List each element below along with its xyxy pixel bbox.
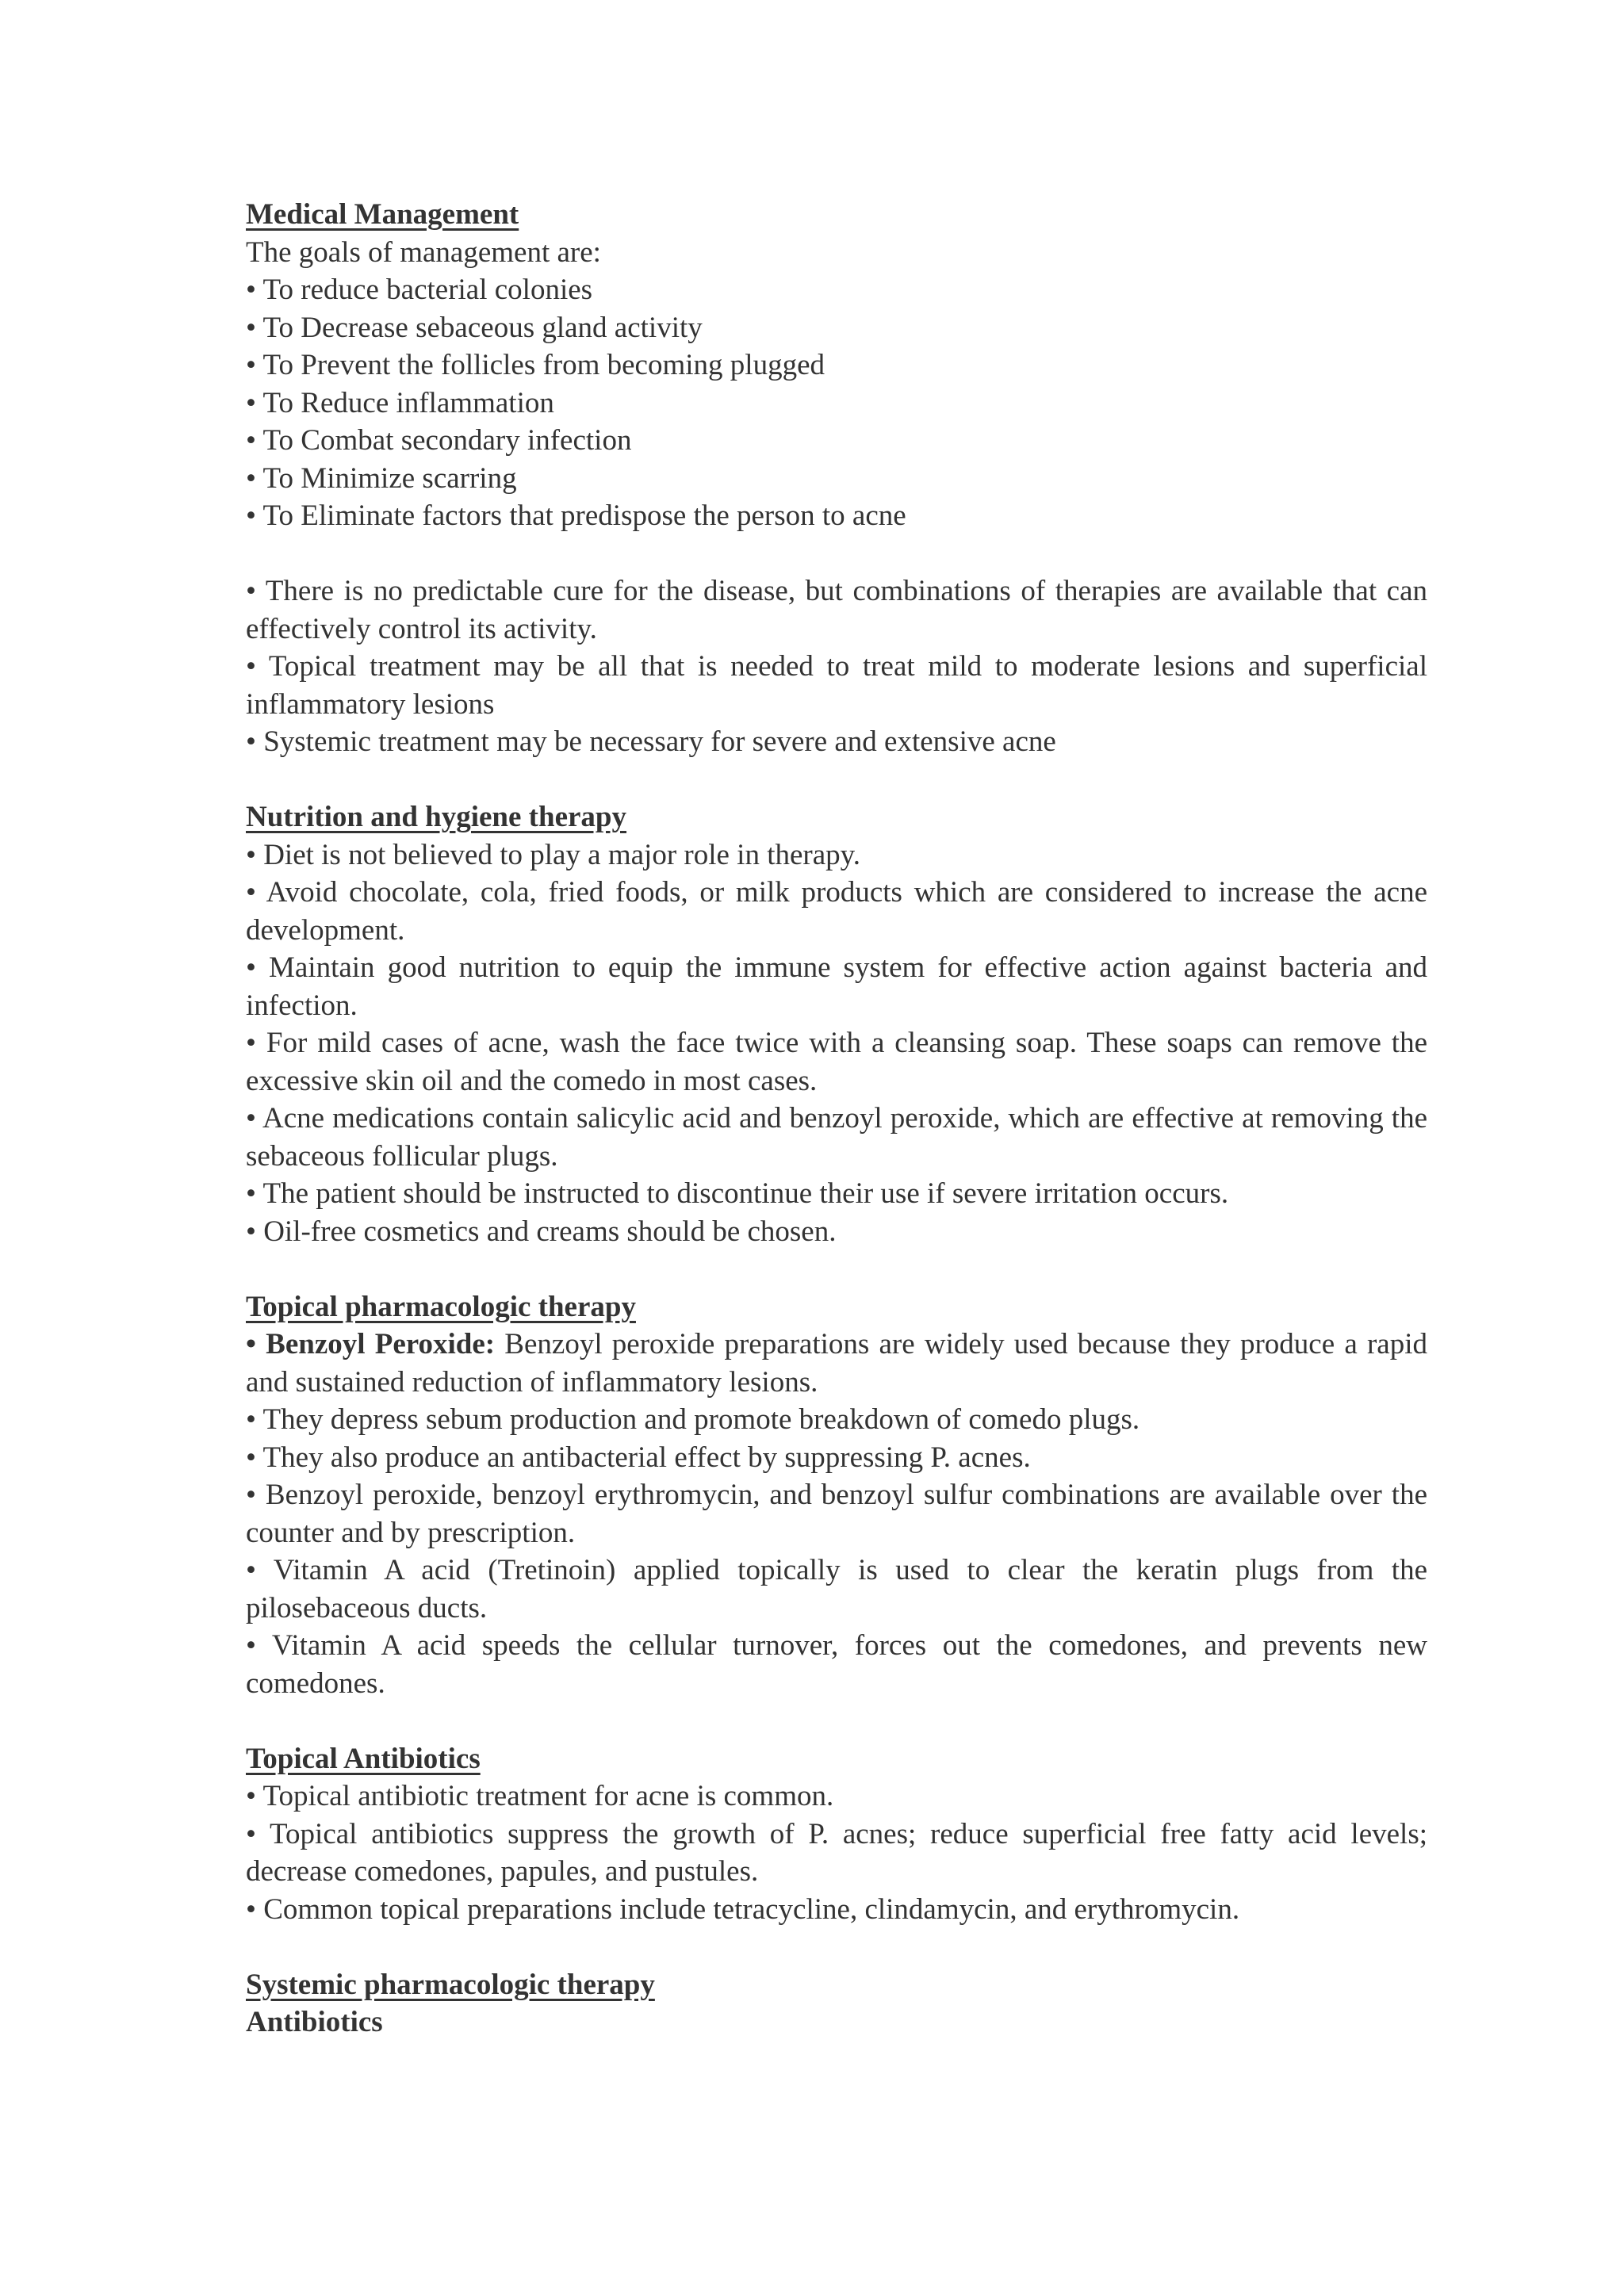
benzoyl-peroxide-label: • Benzoyl Peroxide: bbox=[246, 1328, 496, 1360]
list-item: • Vitamin A acid (Tretinoin) applied topically is used to clear the keratin plugs from the pilosebaceous ducts. bbox=[246, 1554, 1427, 1624]
nutrition-hygiene-section bbox=[246, 798, 1427, 1250]
note-item: • Topical treatment may be all that is needed to treat mild to moderate lesions and superficial inflammatory lesions bbox=[246, 650, 1427, 721]
goal-item: • To Reduce inflammation bbox=[246, 386, 554, 419]
list-item: • For mild cases of acne, wash the face twice with a cleansing soap. These soaps can remove the excessive skin oil and the comedo in most cases. bbox=[246, 1027, 1427, 1097]
spacer bbox=[246, 1928, 1427, 1966]
goal-item: • To Prevent the follicles from becoming plugged bbox=[246, 349, 825, 381]
subheading: Antibiotics bbox=[246, 2006, 383, 2038]
list-item: • They depress sebum production and promote breakdown of comedo plugs. bbox=[246, 1403, 1140, 1436]
medical-management-section bbox=[246, 196, 1427, 761]
goal-item: • To Decrease sebaceous gland activity bbox=[246, 311, 703, 344]
list-item: • Topical antibiotics suppress the growth of P. acnes; reduce superficial free fatty acid levels; decrease comedones, papules, and pustules. bbox=[246, 1817, 1427, 1888]
list-item: • Diet is not believed to play a major role in therapy. bbox=[246, 838, 860, 871]
spacer bbox=[246, 761, 1427, 799]
goal-item: • To reduce bacterial colonies bbox=[246, 274, 593, 306]
systemic-pharmacologic-section bbox=[246, 1966, 1427, 2042]
list-item: • Benzoyl peroxide, benzoyl erythromycin, and benzoyl sulfur combinations are available over the counter and by prescription. bbox=[246, 1479, 1427, 1549]
section-heading: Nutrition and hygiene therapy bbox=[246, 801, 627, 833]
topical-antibiotics-section bbox=[246, 1740, 1427, 1929]
list-item: • The patient should be instructed to discontinue their use if severe irritation occurs. bbox=[246, 1177, 1229, 1210]
list-item: • Vitamin A acid speeds the cellular turnover, forces out the comedones, and prevents new comedones. bbox=[246, 1629, 1427, 1700]
goals-intro: The goals of management are: bbox=[246, 235, 601, 269]
spacer bbox=[246, 1702, 1427, 1740]
goal-item: • To Eliminate factors that predispose the person to acne bbox=[246, 499, 906, 532]
note-item: • Systemic treatment may be necessary for severe and extensive acne bbox=[246, 725, 1056, 758]
goal-item: • To Minimize scarring bbox=[246, 461, 517, 495]
section-heading: Systemic pharmacologic therapy bbox=[246, 1968, 655, 2001]
benzoyl-peroxide-item bbox=[246, 1326, 1427, 1401]
list-item: • Maintain good nutrition to equip the immune system for effective action against bacteria and infection. bbox=[246, 951, 1427, 1022]
topical-pharmacologic-section bbox=[246, 1288, 1427, 1703]
list-item: • Topical antibiotic treatment for acne is common. bbox=[246, 1780, 834, 1812]
section-heading: Topical pharmacologic therapy bbox=[246, 1290, 636, 1323]
section-heading: Medical Management bbox=[246, 198, 519, 231]
list-item: • Oil-free cosmetics and creams should be chosen. bbox=[246, 1215, 837, 1248]
note-item: • There is no predictable cure for the disease, but combinations of therapies are available that can effectively control its activity. bbox=[246, 575, 1427, 645]
goal-item: • To Combat secondary infection bbox=[246, 424, 632, 457]
section-heading: Topical Antibiotics bbox=[246, 1742, 481, 1775]
document-page bbox=[246, 196, 1427, 2042]
list-item: • Acne medications contain salicylic acid and benzoyl peroxide, which are effective at removing the sebaceous follicular plugs. bbox=[246, 1102, 1427, 1173]
list-item: • Common topical preparations include tetracycline, clindamycin, and erythromycin. bbox=[246, 1892, 1240, 1926]
spacer bbox=[246, 535, 1427, 573]
benzoyl-peroxide-text: Benzoyl peroxide preparations are widely used because they produce a rapid and sustained reduction of inflammatory lesions. bbox=[246, 1328, 1427, 1399]
spacer bbox=[246, 1250, 1427, 1288]
list-item: • They also produce an antibacterial effect by suppressing P. acnes. bbox=[246, 1441, 1031, 1474]
list-item: • Avoid chocolate, cola, fried foods, or milk products which are considered to increase the acne development. bbox=[246, 876, 1427, 947]
